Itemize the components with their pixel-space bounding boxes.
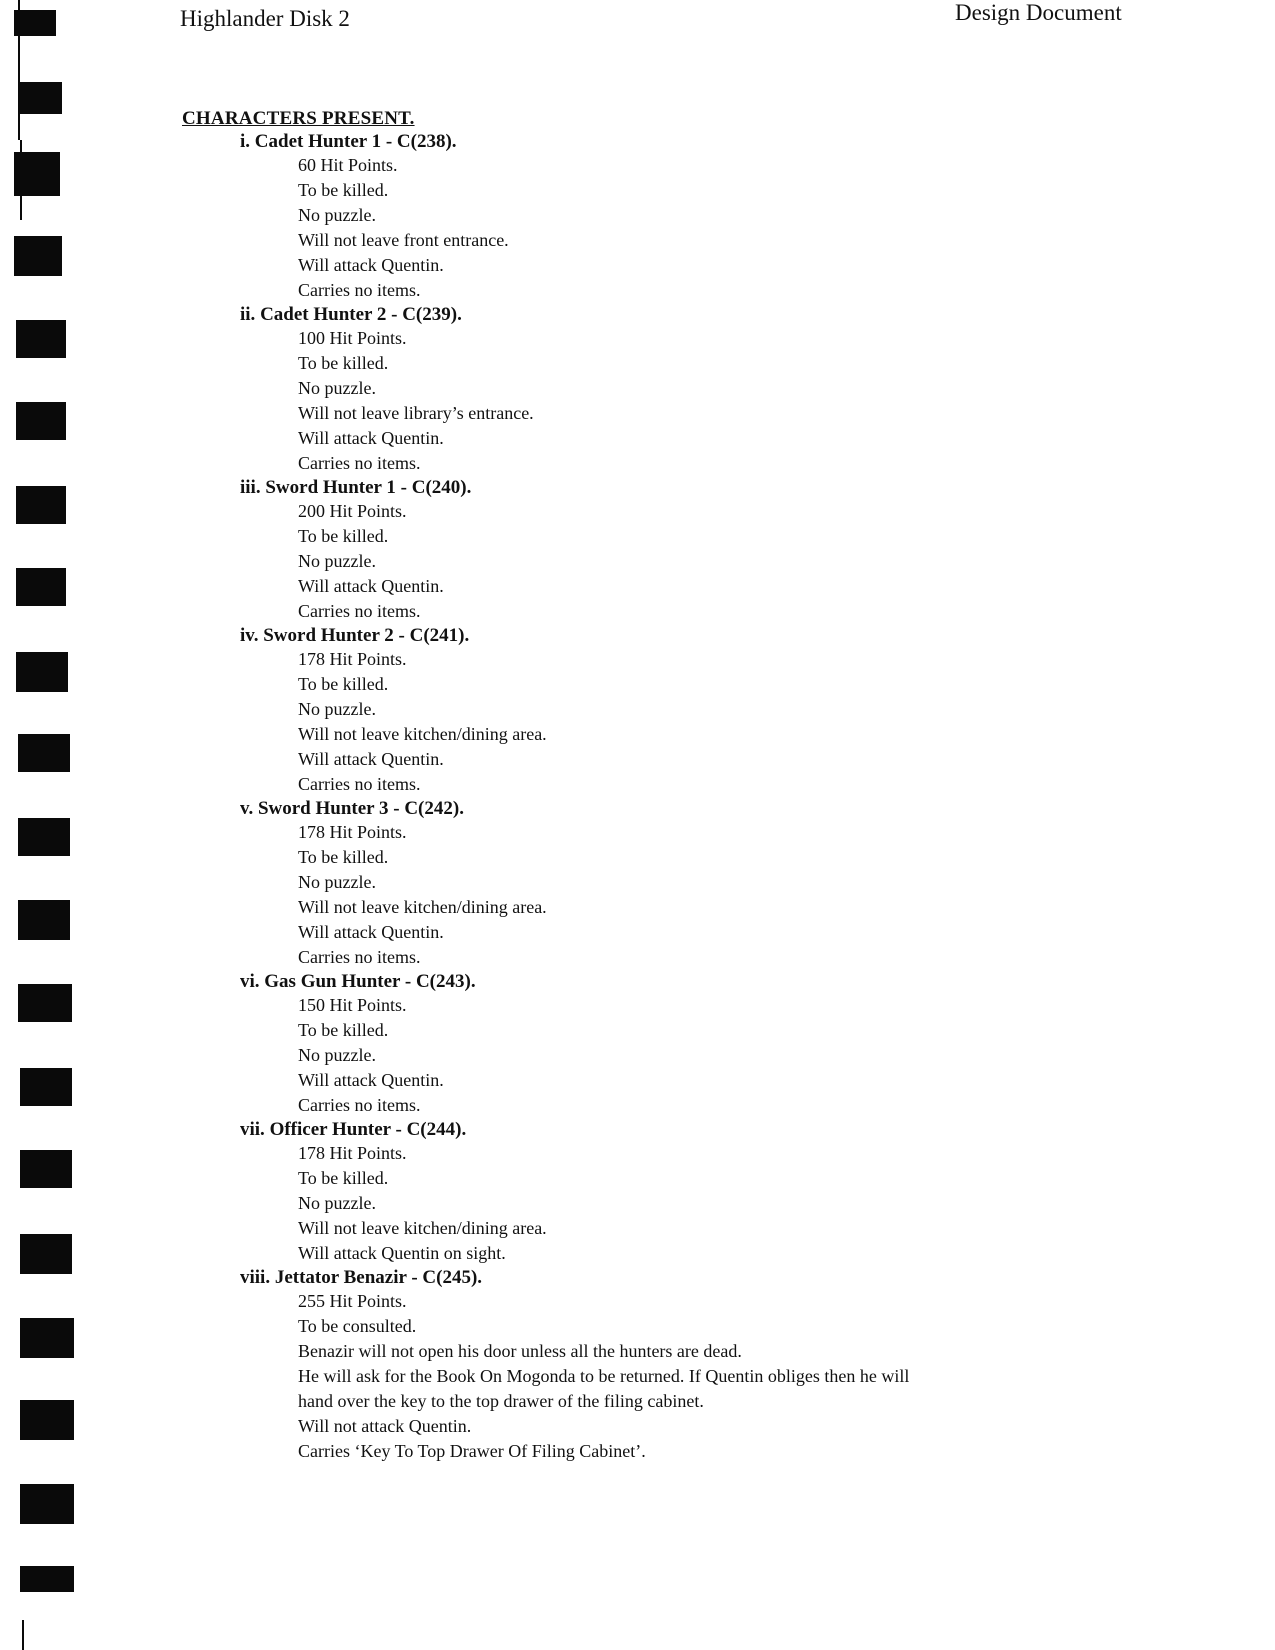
character-detail: He will ask for the Book On Mogonda to be returned. If Quentin obliges then he will	[298, 1366, 910, 1386]
character-detail: No puzzle.	[298, 872, 376, 892]
binder-hole-mark	[20, 1566, 74, 1592]
character-detail: Will attack Quentin.	[298, 428, 444, 448]
character-detail: Benazir will not open his door unless all the hunters are dead.	[298, 1341, 742, 1361]
character-detail: 200 Hit Points.	[298, 501, 407, 521]
character-numeral: v.	[240, 798, 254, 819]
character-detail: No puzzle.	[298, 378, 376, 398]
character-name: Cadet Hunter 1 - C(238).	[250, 131, 457, 152]
character-name: Sword Hunter 3 - C(242).	[253, 798, 464, 819]
character-detail: Carries ‘Key To Top Drawer Of Filing Cabinet’.	[298, 1441, 646, 1461]
character-detail: Will not attack Quentin.	[298, 1416, 472, 1436]
character-heading	[240, 130, 1275, 153]
character-name: Sword Hunter 2 - C(241).	[258, 625, 470, 646]
character-detail: Carries no items.	[298, 1095, 421, 1115]
character-detail: Will attack Quentin.	[298, 749, 444, 769]
character-detail: No puzzle.	[298, 551, 376, 571]
character-detail: Will attack Quentin.	[298, 576, 444, 596]
character-detail: Will attack Quentin.	[298, 922, 444, 942]
section-title: CHARACTERS PRESENT.	[182, 108, 415, 129]
character-heading	[240, 303, 1275, 326]
character-detail: Carries no items.	[298, 601, 421, 621]
character-numeral: viii.	[240, 1267, 271, 1288]
binder-edge-line	[22, 1620, 24, 1650]
character-detail: hand over the key to the top drawer of the filing cabinet.	[298, 1391, 704, 1411]
header-right: Design Document	[955, 0, 1122, 25]
character-entry	[0, 970, 1275, 1118]
character-entry	[0, 303, 1275, 476]
character-detail: To be killed.	[298, 1020, 389, 1040]
character-entry	[0, 1118, 1275, 1266]
character-detail: To be consulted.	[298, 1316, 417, 1336]
character-detail: Will not leave kitchen/dining area.	[298, 897, 547, 917]
character-numeral: vi.	[240, 971, 260, 992]
character-name: Jettator Benazir - C(245).	[270, 1267, 483, 1288]
character-detail: No puzzle.	[298, 205, 376, 225]
character-detail: Will attack Quentin on sight.	[298, 1243, 506, 1263]
character-entry	[0, 130, 1275, 303]
character-detail: Will not leave front entrance.	[298, 230, 509, 250]
character-detail: No puzzle.	[298, 699, 376, 719]
character-detail: Will attack Quentin.	[298, 255, 444, 275]
binder-edge-line	[18, 0, 20, 140]
character-detail: No puzzle.	[298, 1193, 376, 1213]
character-heading	[240, 797, 1275, 820]
character-name: Officer Hunter - C(244).	[264, 1119, 467, 1140]
character-numeral: i.	[240, 131, 251, 152]
character-detail: To be killed.	[298, 180, 389, 200]
character-detail: Carries no items.	[298, 774, 421, 794]
character-detail: Carries no items.	[298, 453, 421, 473]
character-entry	[0, 1266, 1275, 1464]
character-detail: Will attack Quentin.	[298, 1070, 444, 1090]
binder-hole-mark	[20, 1484, 74, 1524]
character-numeral: ii.	[240, 304, 256, 325]
character-detail: To be killed.	[298, 353, 389, 373]
character-detail: Will not leave kitchen/dining area.	[298, 1218, 547, 1238]
character-detail: 178 Hit Points.	[298, 822, 407, 842]
character-heading	[240, 1118, 1275, 1141]
character-detail: 100 Hit Points.	[298, 328, 407, 348]
binder-hole-mark	[18, 82, 62, 114]
header-left: Highlander Disk 2	[180, 6, 350, 31]
character-detail: 60 Hit Points.	[298, 155, 398, 175]
character-detail: Carries no items.	[298, 280, 421, 300]
character-entry	[0, 624, 1275, 797]
character-detail: 150 Hit Points.	[298, 995, 407, 1015]
character-heading	[240, 1266, 1275, 1289]
character-numeral: iv.	[240, 625, 259, 646]
character-detail: Carries no items.	[298, 947, 421, 967]
character-detail: To be killed.	[298, 674, 389, 694]
character-name: Sword Hunter 1 - C(240).	[260, 477, 472, 498]
character-detail: To be killed.	[298, 526, 389, 546]
character-detail: 178 Hit Points.	[298, 649, 407, 669]
character-name: Gas Gun Hunter - C(243).	[259, 971, 476, 992]
character-numeral: vii.	[240, 1119, 265, 1140]
character-name: Cadet Hunter 2 - C(239).	[255, 304, 462, 325]
character-heading	[240, 624, 1275, 647]
character-detail: To be killed.	[298, 847, 389, 867]
character-detail: 178 Hit Points.	[298, 1143, 407, 1163]
character-detail: Will not leave kitchen/dining area.	[298, 724, 547, 744]
binder-hole-mark	[14, 10, 56, 36]
character-heading	[240, 476, 1275, 499]
character-detail: To be killed.	[298, 1168, 389, 1188]
character-detail: 255 Hit Points.	[298, 1291, 407, 1311]
character-entry	[0, 476, 1275, 624]
character-detail: No puzzle.	[298, 1045, 376, 1065]
character-entry	[0, 797, 1275, 970]
character-heading	[240, 970, 1275, 993]
character-numeral: iii.	[240, 477, 261, 498]
characters-list	[0, 130, 1275, 1464]
character-detail: Will not leave library’s entrance.	[298, 403, 534, 423]
